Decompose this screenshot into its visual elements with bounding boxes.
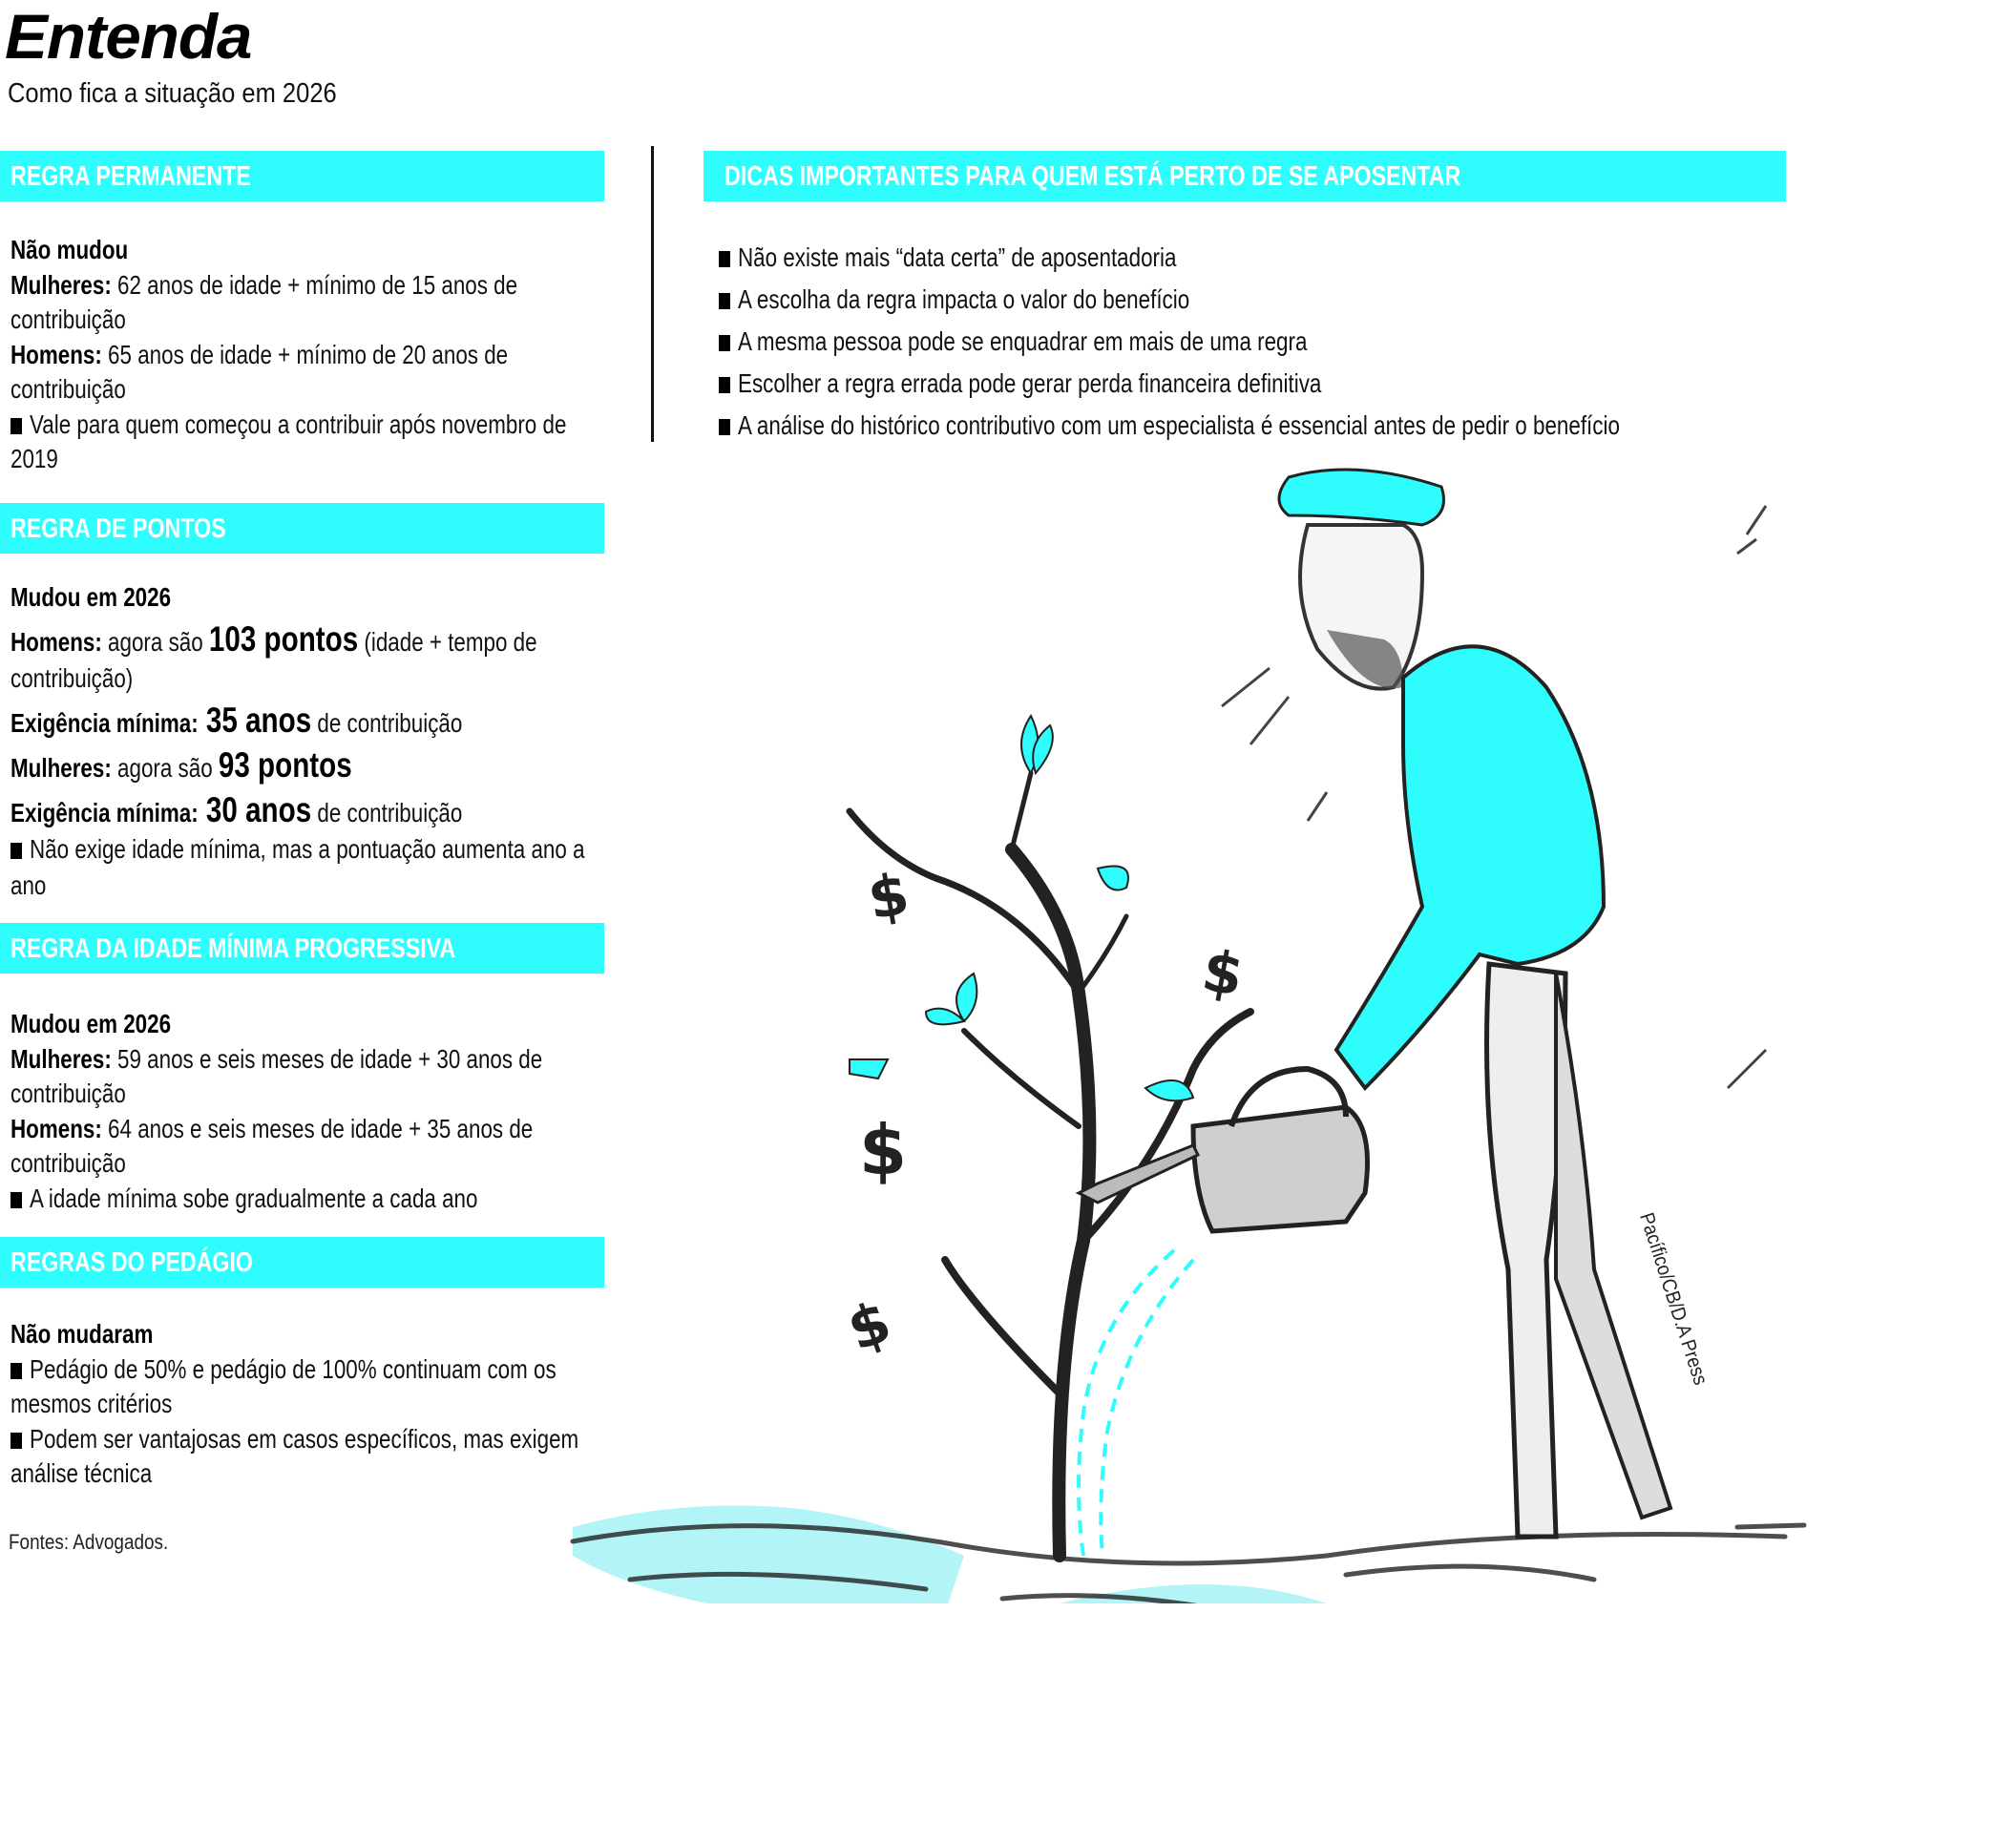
section-header-regra-permanente (0, 151, 604, 201)
tips-list (719, 237, 1620, 447)
water-stream (1079, 1250, 1193, 1556)
dollar-signs (839, 861, 1248, 1365)
bullet-item: Vale para quem começou a contribuir após novembro de 2019 (10, 408, 567, 473)
ground-puddles (573, 1506, 1642, 1604)
can-spout (1079, 1145, 1198, 1203)
man-figure (1079, 470, 1670, 1537)
square-bullet-icon (10, 1192, 22, 1208)
tip-item: Não existe mais “data certa” de aposentadoria (719, 237, 1620, 279)
square-bullet-icon (10, 843, 22, 859)
section-body-idade-minima-progressiva (10, 1007, 591, 1216)
square-bullet-icon (10, 1363, 22, 1379)
column-divider (651, 146, 654, 442)
tip-item: A análise do histórico contributivo com um especialista é essencial antes de pedir o benefício (719, 405, 1620, 447)
section-body-regra-permanente (10, 233, 591, 477)
page-subtitle: Como fica a situação em 2026 (8, 78, 337, 109)
cap (1279, 470, 1444, 525)
bullet-item: Pedágio de 50% e pedágio de 100% continuam com os mesmos critérios (10, 1353, 556, 1418)
rule-line-homens: Homens: agora são 103 pontos (idade + tempo de contribuição) (10, 619, 537, 693)
watering-can (1193, 1107, 1368, 1231)
illustration-man-watering-money-tree (563, 458, 1833, 1603)
square-bullet-icon (719, 377, 730, 393)
illustration-credit: Pacífico/CB/D.A Press (1635, 1210, 1712, 1388)
dollar-icon: $ (859, 1110, 908, 1190)
money-tree (850, 773, 1250, 1556)
square-bullet-icon (719, 251, 730, 267)
rule-line-homens: Homens: 65 anos de idade + mínimo de 20 anos de contribuição (10, 339, 509, 404)
square-bullet-icon (10, 418, 22, 434)
tip-item: A escolha da regra impacta o valor do benefício (719, 279, 1620, 321)
bullet-item: Não exige idade mínima, mas a pontuação aumenta ano a ano (10, 834, 585, 900)
tip-item: Escolher a regra errada pode gerar perda financeira definitiva (719, 363, 1620, 405)
rule-line-exigencia-homens: Exigência mínima: 35 anos de contribuição (10, 701, 463, 740)
dollar-icon: $ (839, 1288, 900, 1365)
dollar-icon: $ (863, 860, 914, 933)
square-bullet-icon (719, 293, 730, 309)
tips-header (704, 151, 1786, 201)
rule-line-exigencia-mulheres: Exigência mínima: 30 anos de contribuição (10, 790, 463, 829)
section-heading: REGRA DE PONTOS (10, 513, 226, 544)
status-label: Mudou em 2026 (10, 1009, 172, 1038)
section-body-regras-do-pedagio (10, 1317, 591, 1492)
rule-line-mulheres: Mulheres: agora são 93 pontos (10, 745, 352, 785)
rule-line-mulheres: Mulheres: 62 anos de idade + mínimo de 15 anos de contribuição (10, 269, 518, 334)
legs (1487, 964, 1566, 1537)
highlight-value: 30 anos (198, 790, 312, 829)
highlight-value: 93 pontos (218, 745, 352, 785)
dollar-icon: $ (1197, 937, 1249, 1011)
highlight-value: 35 anos (198, 701, 312, 740)
rule-line-homens: Homens: 64 anos e seis meses de idade + 35 anos de contribuição (10, 1113, 534, 1178)
square-bullet-icon (10, 1433, 22, 1449)
bullet-item: A idade mínima sobe gradualmente a cada ano (10, 1182, 591, 1217)
highlight-value: 103 pontos (208, 619, 359, 659)
section-header-regras-do-pedagio (0, 1237, 604, 1288)
tip-item: A mesma pessoa pode se enquadrar em mais de uma regra (719, 321, 1620, 363)
section-header-regra-de-pontos (0, 503, 604, 554)
square-bullet-icon (719, 335, 730, 351)
status-label: Mudou em 2026 (10, 582, 172, 612)
section-heading: REGRAS DO PEDÁGIO (10, 1247, 253, 1278)
bullet-item: Podem ser vantajosas em casos específicos, mas exigem análise técnica (10, 1423, 579, 1488)
section-heading: REGRA DA IDADE MÍNIMA PROGRESSIVA (10, 933, 456, 964)
section-heading: REGRA PERMANENTE (10, 161, 251, 192)
status-label: Não mudou (10, 235, 129, 264)
rule-line-mulheres: Mulheres: 59 anos e seis meses de idade + 30 anos de contribuição (10, 1043, 543, 1108)
square-bullet-icon (719, 419, 730, 435)
status-label: Não mudaram (10, 1319, 154, 1349)
sources-note: Fontes: Advogados. (9, 1530, 169, 1554)
page-title: Entenda (5, 1, 252, 72)
section-header-idade-minima-progressiva (0, 923, 604, 974)
section-body-regra-de-pontos (10, 579, 591, 904)
tips-heading: DICAS IMPORTANTES PARA QUEM ESTÁ PERTO DE SE APOSENTAR (724, 161, 1461, 192)
